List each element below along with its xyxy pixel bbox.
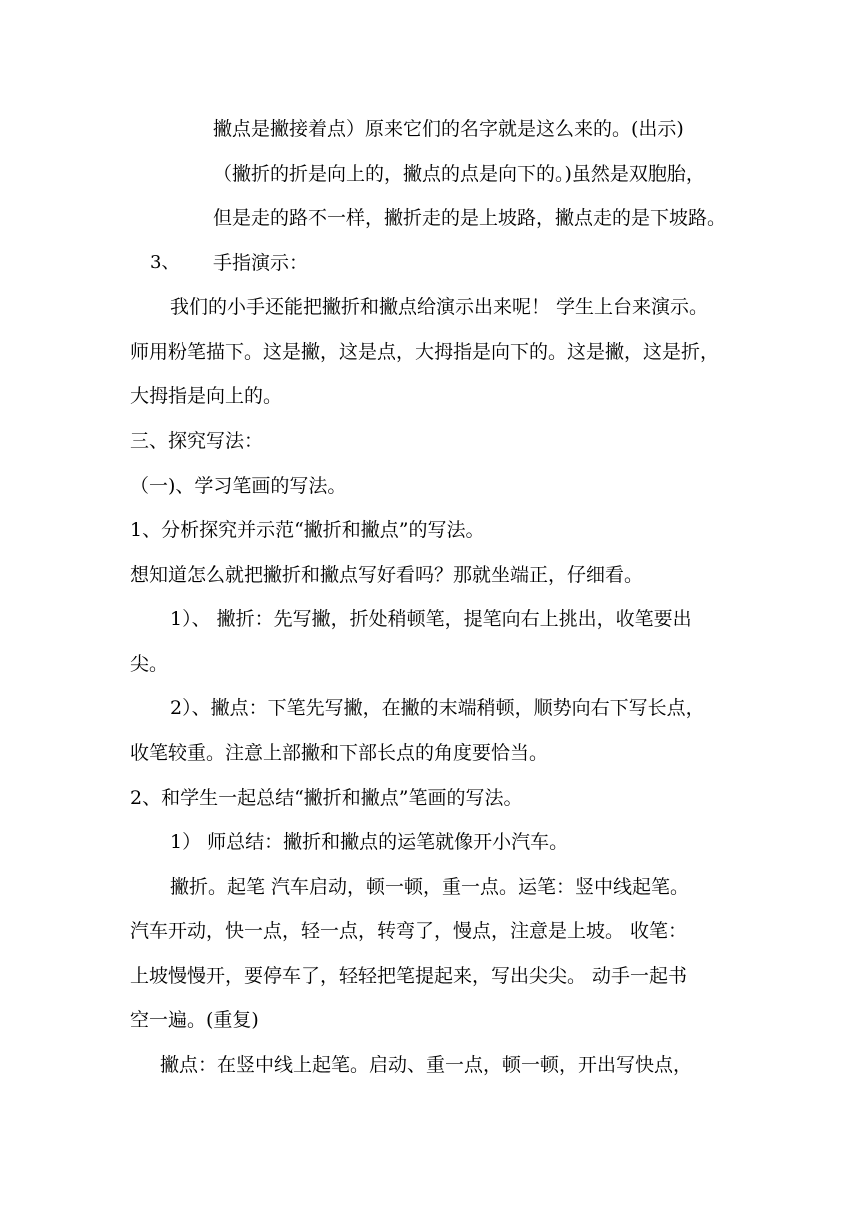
text-line: 撇点：在竖中线上起笔。启动、重一点，顿一顿，开出写快点， xyxy=(160,1054,693,1076)
list-number: 3、 xyxy=(150,252,180,273)
text-line: 1） 师总结：撇折和撇点的运笔就像开小汽车。 xyxy=(170,831,569,853)
text-line: 空一遍。(重复) xyxy=(130,1009,259,1031)
text-line: 2）、撇点：下笔先写撇，在撇的末端稍顿，顺势向右下写长点， xyxy=(170,697,705,719)
text-line: 上坡慢慢开，要停车了，轻轻把笔提起来，写出尖尖。 动手一起书 xyxy=(130,965,688,987)
text-line: 撇折。起笔 汽车启动，顿一顿，重一点。运笔：竖中线起笔。 xyxy=(170,876,690,898)
text-line: 1）、 撇折：先写撇，折处稍顿笔，提笔向右上挑出，收笔要出 xyxy=(170,608,692,630)
numbered-heading: 2、和学生一起总结“撇折和撇点”笔画的写法。 xyxy=(130,787,523,809)
text-line: 收笔较重。注意上部撇和下部长点的角度要恰当。 xyxy=(130,742,549,764)
text-line: 师用粉笔描下。这是撇，这是点，大拇指是向下的。这是撇，这是折， xyxy=(130,341,720,363)
text-line: （撇折的折是向上的，撇点的点是向下的。)虽然是双胞胎， xyxy=(213,163,705,185)
subsection-heading: （一)、学习笔画的写法。 xyxy=(130,475,347,497)
text-line: 汽车开动，快一点，轻一点，转弯了，慢点，注意是上坡。 收笔： xyxy=(130,920,688,942)
section-heading: 手指演示： xyxy=(213,252,309,274)
text-line: 想知道怎么就把撇折和撇点写好看吗？那就坐端正，仔细看。 xyxy=(130,564,644,586)
section-heading: 三、探究写法： xyxy=(130,430,264,452)
text-line: 撇点是撇接着点）原来它们的名字就是这么来的。(出示) xyxy=(213,118,684,140)
text-line: 尖。 xyxy=(130,653,169,675)
text-line: 我们的小手还能把撇折和撇点给演示出来呢！ 学生上台来演示。 xyxy=(170,296,709,318)
text-line: 大拇指是向上的。 xyxy=(130,385,283,407)
text-line: 但是走的路不一样，撇折走的是上坡路，撇点走的是下坡路。 xyxy=(213,207,727,229)
numbered-heading: 1、分析探究并示范“撇折和撇点”的写法。 xyxy=(130,519,485,541)
